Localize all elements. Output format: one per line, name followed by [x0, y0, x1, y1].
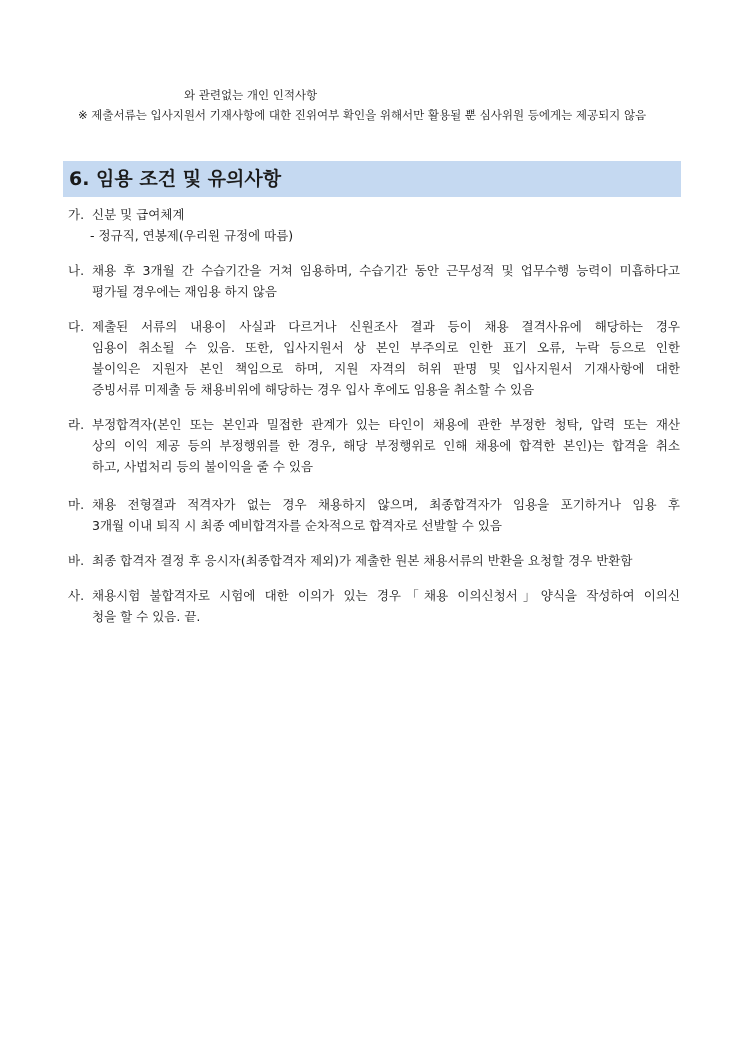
- list-item-ra: [68, 414, 680, 477]
- top-note-continuation: 와 관련없는 개인 인적사항: [184, 88, 318, 102]
- item-marker: 다.: [68, 319, 85, 334]
- list-item-ma: [68, 494, 680, 536]
- item-line: 채용 전형결과 적격자가 없는 경우 채용하지 않으며, 최종합격자가 임용을 포기하거나 임용 후: [92, 497, 680, 512]
- section-title: 6. 임용 조건 및 유의사항: [63, 161, 681, 197]
- item-line: 증빙서류 미제출 등 채용비위에 해당하는 경우 입사 후에도 임용을 취소할 수 있음: [92, 382, 535, 397]
- item-line: 부정합격자(본인 또는 본인과 밀접한 관계가 있는 타인이 채용에 관한 부정한 청탁, 압력 또는 재산: [92, 417, 680, 432]
- item-marker: 마.: [68, 497, 85, 512]
- item-line: 최종 합격자 결정 후 응시자(최종합격자 제외)가 제출한 원본 채용서류의 반환을 요청할 경우 반환함: [92, 553, 633, 568]
- item-line: 3개월 이내 퇴직 시 최종 예비합격자를 순차적으로 합격자로 선발할 수 있음: [92, 518, 502, 533]
- item-line: 채용시험 불합격자로 시험에 대한 이의가 있는 경우「채용 이의신청서」양식을 작성하여 이의신: [92, 588, 680, 603]
- item-line: 제출된 서류의 내용이 사실과 다르거나 신원조사 결과 등이 채용 결격사유에 해당하는 경우: [92, 319, 680, 334]
- list-item-sa: [68, 585, 680, 627]
- list-item-da: [68, 316, 680, 400]
- item-line: 신분 및 급여체계: [92, 207, 185, 222]
- item-line: 하고, 사법처리 등의 불이익을 줄 수 있음: [92, 459, 314, 474]
- item-marker: 라.: [68, 417, 85, 432]
- item-line: 불이익은 지원자 본인 책임으로 하며, 지원 자격의 허위 판명 및 입사지원서 기재사항에 대한: [92, 361, 680, 376]
- item-marker: 가.: [68, 207, 85, 222]
- item-line: 상의 이익 제공 등의 부정행위를 한 경우, 해당 부정행위로 인해 채용에 합격한 본인)는 합격을 취소: [92, 438, 680, 453]
- item-marker: 바.: [68, 553, 85, 568]
- item-marker: 나.: [68, 263, 85, 278]
- sub-item-employment-type: - 정규직, 연봉제(우리원 규정에 따름): [90, 228, 294, 243]
- list-item-ba: [68, 550, 680, 571]
- item-line: 임용이 취소될 수 있음. 또한, 입사지원서 상 본인 부주의로 인한 표기 오류, 누락 등으로 인한: [92, 340, 680, 355]
- item-line: 평가될 경우에는 재임용 하지 않음: [92, 284, 277, 299]
- list-item-ga: [68, 204, 680, 225]
- item-line: 채용 후 3개월 간 수습기간을 거쳐 임용하며, 수습기간 동안 근무성적 및 업무수행 능력이 미흡하다고: [92, 263, 680, 278]
- item-line: 청을 할 수 있음. 끝.: [92, 609, 201, 624]
- top-note-submission: ※ 제출서류는 입사지원서 기재사항에 대한 진위여부 확인을 위해서만 활용될 뿐 심사위원 등에게는 제공되지 않음: [78, 108, 647, 122]
- list-item-na: [68, 260, 680, 302]
- item-marker: 사.: [68, 588, 85, 603]
